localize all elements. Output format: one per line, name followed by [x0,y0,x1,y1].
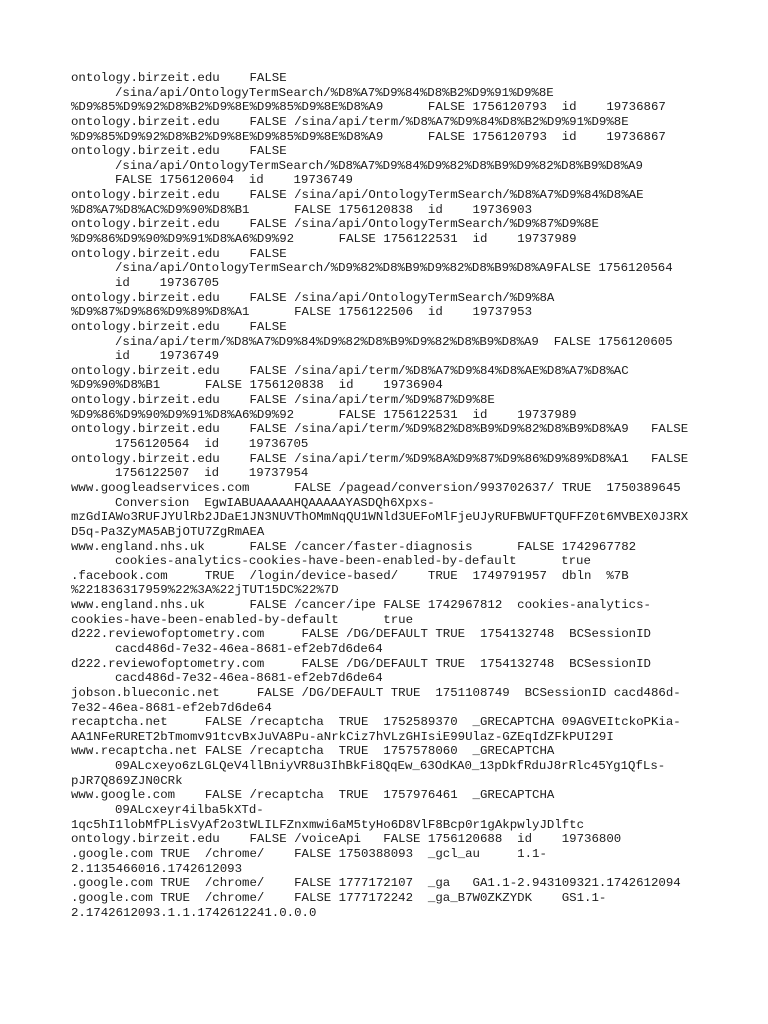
text-line: id 19736705 [115,275,220,290]
text-line: cacd486d-7e32-46ea-8681-ef2eb7d6de64 [115,671,383,686]
text-line: 2.1742612093.1.1.1742612241.0.0.0 [71,905,317,920]
text-line: pJR7Q869ZJN0CRk [71,773,183,788]
text-line: %221836317959%22%3A%22jTUT15DC%22%7D [71,583,339,598]
text-line: ontology.birzeit.edu FALSE /voiceApi FALSE 1756120688 id 19736800 [71,832,622,847]
text-line: 7e32-46ea-8681-ef2eb7d6de64 [71,700,272,715]
text-line: d222.reviewofoptometry.com FALSE /DG/DEFAULT TRUE 1754132748 BCSessionID [71,656,651,671]
text-line: www.england.nhs.uk FALSE /cancer/ipe FALSE 1742967812 cookies-analytics- [71,598,651,613]
text-line: 09ALcxeyr4ilba5kXTd- [115,803,264,818]
text-line: %D9%87%D9%86%D9%89%D8%A1 FALSE 1756122506 id 19737953 [71,305,533,320]
text-line: jobson.blueconic.net FALSE /DG/DEFAULT TRUE 1751108749 BCSessionID cacd486d- [71,685,681,700]
text-line: www.googleadservices.com FALSE /pagead/conversion/993702637/ TRUE 1750389645 [71,480,681,495]
text-line: FALSE 1756120604 id 19736749 [115,173,353,188]
text-line: www.google.com FALSE /recaptcha TRUE 1757976461 _GRECAPTCHA [71,788,555,803]
text-line: ontology.birzeit.edu FALSE [71,144,287,159]
text-line: .google.com TRUE /chrome/ FALSE 1750388093 _gcl_au 1.1- [71,846,547,861]
text-line: /sina/api/OntologyTermSearch/%D8%A7%D9%84%D9%82%D8%B9%D9%82%D8%B9%D8%A9 [115,158,643,173]
text-line: ontology.birzeit.edu FALSE /sina/api/term/%D9%87%D9%8E [71,393,495,408]
text-line: /sina/api/term/%D8%A7%D9%84%D9%82%D8%B9%D9%82%D8%B9%D8%A9 FALSE 1756120605 [115,334,673,349]
text-line: recaptcha.net FALSE /recaptcha TRUE 1752589370 _GRECAPTCHA 09AGVEItckoPKia- [71,715,681,730]
text-line: D5q-Pa3ZyMA5ABjOTU7ZgRmAEA [71,524,265,539]
text-line: ontology.birzeit.edu FALSE /sina/api/OntologyTermSearch/%D9%8A [71,290,555,305]
text-line: 1qc5hI1lobMfPLisVyAf2o3tWLILFZnxmwi6aM5tyHo6D8VlF8Bcp0r1gAkpwlyJDlftc [71,817,585,832]
text-line: 2.1135466016.1742612093 [71,861,243,876]
text-line: ontology.birzeit.edu FALSE [71,71,287,85]
text-line: ontology.birzeit.edu FALSE [71,319,287,334]
text-line: www.england.nhs.uk FALSE /cancer/faster-diagnosis FALSE 1742967782 [71,539,637,554]
text-line: cacd486d-7e32-46ea-8681-ef2eb7d6de64 [115,641,383,656]
text-line: ontology.birzeit.edu FALSE /sina/api/OntologyTermSearch/%D9%87%D9%8E [71,217,599,232]
text-line: cookies-analytics-cookies-have-been-enabled-by-default true [115,554,591,569]
text-line: 09ALcxeyo6zLGLQeV4llBniyVR8u3IhBkFi8QqEw_63OdKA0_13pDkfRduJ8rRlc45Yg1QfLs- [115,759,666,774]
text-line: .google.com TRUE /chrome/ FALSE 1777172107 _ga GA1.1-2.943109321.1742612094 [71,876,681,891]
text-line: /sina/api/OntologyTermSearch/%D8%A7%D9%84%D8%B2%D9%91%D9%8E [115,85,554,100]
text-line: 1756122507 id 19737954 [115,466,309,481]
text-line: ontology.birzeit.edu FALSE [71,246,287,261]
text-line: id 19736749 [115,349,220,364]
text-line: www.recaptcha.net FALSE /recaptcha TRUE 1757578060 _GRECAPTCHA [71,744,555,759]
text-line: %D8%A7%D8%AC%D9%90%D8%B1 FALSE 1756120838 id 19736903 [71,202,533,217]
text-line: %D9%86%D9%90%D9%91%D8%A6%D9%92 FALSE 1756122531 id 19737989 [71,407,577,422]
text-line: %D9%85%D9%92%D8%B2%D9%8E%D9%85%D9%8E%D8%A9 FALSE 1756120793 id 19736867 [71,129,666,144]
text-line: .facebook.com TRUE /login/device-based/ TRUE 1749791957 dbln %7B [71,568,629,583]
text-line: mzGdIAWo3RUFJYUlRb2JDaE1JN3NUVThOMmNqQU1WNld3UEFoMlFjeUJyRUFBWUFTQUFFZ0t6MVBEX0J3RX [71,510,689,525]
text-line: ontology.birzeit.edu FALSE /sina/api/OntologyTermSearch/%D8%A7%D9%84%D8%AE [71,188,644,203]
text-line: %D9%86%D9%90%D9%91%D8%A6%D9%92 FALSE 1756122531 id 19737989 [71,232,577,247]
text-line: Conversion EgwIABUAAAAAHQAAAAAYASDQh6Xpxs- [115,495,435,510]
text-line: .google.com TRUE /chrome/ FALSE 1777172242 _ga_B7W0ZKZYDK GS1.1- [71,890,607,905]
text-line: /sina/api/OntologyTermSearch/%D9%82%D8%B9%D9%82%D8%B9%D8%A9FALSE 1756120564 [115,261,673,276]
text-line: ontology.birzeit.edu FALSE /sina/api/term/%D8%A7%D9%84%D8%AE%D8%A7%D8%AC [71,363,629,378]
text-line: ontology.birzeit.edu FALSE /sina/api/term/%D9%8A%D9%87%D9%86%D9%89%D8%A1 FALSE [71,451,689,466]
document-body [0,71,768,920]
text-line: %D9%90%D8%B1 FALSE 1756120838 id 19736904 [71,378,443,393]
text-line: %D9%85%D9%92%D8%B2%D9%8E%D9%85%D9%8E%D8%A9 FALSE 1756120793 id 19736867 [71,100,666,115]
text-line: d222.reviewofoptometry.com FALSE /DG/DEFAULT TRUE 1754132748 BCSessionID [71,627,651,642]
text-line: cookies-have-been-enabled-by-default true [71,612,414,627]
text-line: AA1NFeRURET2bTmomv91tcvBxJuVA8Pu-aNrkCiz7hVLzGHIsiE99Ulaz-GZEqIdZFkPUI29I [71,729,614,744]
text-line: 1756120564 id 19736705 [115,437,309,452]
text-line: ontology.birzeit.edu FALSE /sina/api/term/%D8%A7%D9%84%D8%B2%D9%91%D9%8E [71,114,629,129]
text-line: ontology.birzeit.edu FALSE /sina/api/term/%D9%82%D8%B9%D9%82%D8%B9%D8%A9 FALSE [71,422,689,437]
